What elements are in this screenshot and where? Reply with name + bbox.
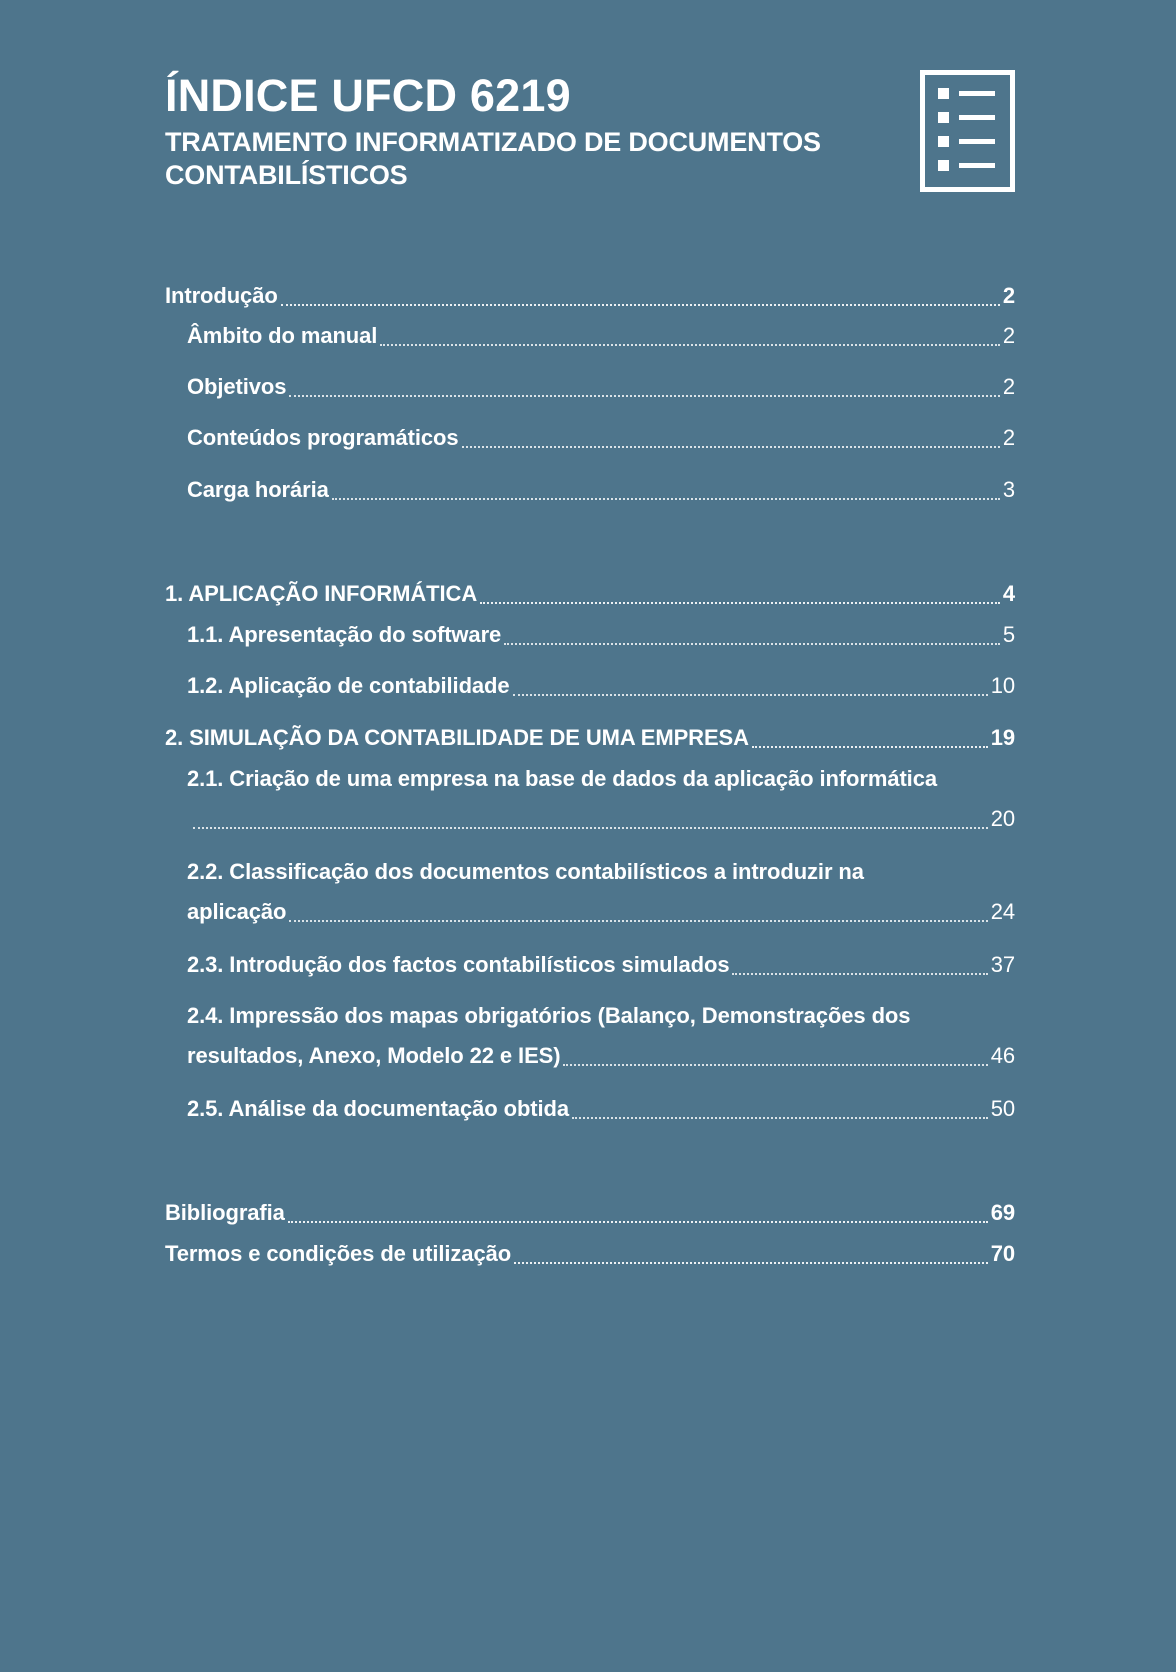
- toc-entry-cap1[interactable]: [165, 574, 1015, 614]
- toc-page-number: 69: [990, 1200, 1015, 1225]
- toc-entry-bibliografia[interactable]: [165, 1193, 1015, 1233]
- toc-leader: [462, 446, 1000, 448]
- toc-page-number: 5: [1002, 622, 1015, 647]
- toc-label: Objetivos: [187, 374, 287, 399]
- toc-leader: [504, 643, 1000, 645]
- toc-leader: [732, 973, 987, 975]
- toc-label-line-2: aplicação: [187, 899, 287, 924]
- toc-leader: [332, 498, 1000, 500]
- toc-page-number: 10: [990, 673, 1015, 698]
- toc-page-number: 46: [990, 1043, 1015, 1068]
- toc-entry-cap2-4[interactable]: [187, 996, 1015, 1076]
- toc-entry-cap2-3[interactable]: [187, 945, 1015, 985]
- toc-page-number: 37: [990, 952, 1015, 977]
- toc-entry-objetivos[interactable]: [187, 367, 1015, 407]
- toc-entry-cap2[interactable]: [165, 718, 1015, 758]
- toc-label: 1. APLICAÇÃO INFORMÁTICA: [165, 581, 478, 606]
- toc-page-number: 4: [1002, 581, 1015, 606]
- toc-leader: [380, 344, 1000, 346]
- page-subtitle: [165, 126, 885, 192]
- page-header: [165, 70, 885, 192]
- toc-label: Introdução: [165, 283, 278, 308]
- toc-leader: [752, 746, 988, 748]
- toc-label: 2.1. Criação de uma empresa na base de dados da aplicação informática: [187, 766, 937, 791]
- toc-leader: [289, 920, 987, 922]
- toc-label: 2. SIMULAÇÃO DA CONTABILIDADE DE UMA EMPRESA: [165, 725, 749, 750]
- toc-entry-ambito[interactable]: [187, 316, 1015, 356]
- toc-leader: [289, 395, 1000, 397]
- toc-page-number: 2: [1002, 323, 1015, 348]
- toc-leader: [288, 1221, 988, 1223]
- subtitle-line-1: TRATAMENTO INFORMATIZADO DE DOCUMENTOS: [165, 127, 821, 157]
- toc-page-number: 50: [990, 1096, 1015, 1121]
- toc-label: Termos e condições de utilização: [165, 1241, 512, 1266]
- toc-page-number: 19: [990, 725, 1015, 750]
- toc-entry-cap2-5[interactable]: [187, 1089, 1015, 1129]
- toc-leader: [563, 1064, 987, 1066]
- toc-label-line-1: 2.2. Classificação dos documentos contabilísticos a introduzir na: [187, 859, 864, 884]
- toc-page-number: 3: [1002, 477, 1015, 502]
- toc-page-number: 20: [990, 806, 1015, 831]
- toc-label-line-2: resultados, Anexo, Modelo 22 e IES): [187, 1043, 561, 1068]
- toc-label-line-1: 2.4. Impressão dos mapas obrigatórios (Balanço, Demonstrações dos: [187, 1003, 911, 1028]
- toc-page-number: 2: [1002, 283, 1015, 308]
- toc-label: Âmbito do manual: [187, 323, 378, 348]
- toc-entry-cap2-1[interactable]: [187, 759, 1015, 839]
- toc-page-number: 24: [990, 899, 1015, 924]
- toc-label: Carga horária: [187, 477, 329, 502]
- toc-label: 2.5. Análise da documentação obtida: [187, 1096, 570, 1121]
- toc-entry-cap1-2[interactable]: [187, 666, 1015, 706]
- toc-label: Conteúdos programáticos: [187, 425, 459, 450]
- toc-page-number: 70: [990, 1241, 1015, 1266]
- toc-page-number: 2: [1002, 374, 1015, 399]
- toc-page-number: 2: [1002, 425, 1015, 450]
- toc-label: 1.1. Apresentação do software: [187, 622, 502, 647]
- toc-label: Bibliografia: [165, 1200, 285, 1225]
- toc-label: 2.3. Introdução dos factos contabilísticos simulados: [187, 952, 730, 977]
- toc-entry-cap2-2[interactable]: [187, 852, 1015, 932]
- toc-entry-conteudos[interactable]: [187, 418, 1015, 458]
- toc-entry-termos[interactable]: [165, 1234, 1015, 1274]
- toc-label: 1.2. Aplicação de contabilidade: [187, 673, 510, 698]
- list-icon: [920, 70, 1015, 192]
- toc-entry-introducao[interactable]: [165, 276, 1015, 316]
- toc-entry-cap1-1[interactable]: [187, 615, 1015, 655]
- page-title: ÍNDICE UFCD 6219: [165, 70, 571, 121]
- toc-leader: [572, 1117, 988, 1119]
- subtitle-line-2: CONTABILÍSTICOS: [165, 160, 408, 190]
- toc-leader: [480, 602, 1000, 604]
- toc-leader: [193, 827, 988, 829]
- toc-entry-carga-horaria[interactable]: [187, 470, 1015, 510]
- toc-leader: [514, 1262, 988, 1264]
- toc-leader: [513, 694, 988, 696]
- toc-leader: [281, 304, 1000, 306]
